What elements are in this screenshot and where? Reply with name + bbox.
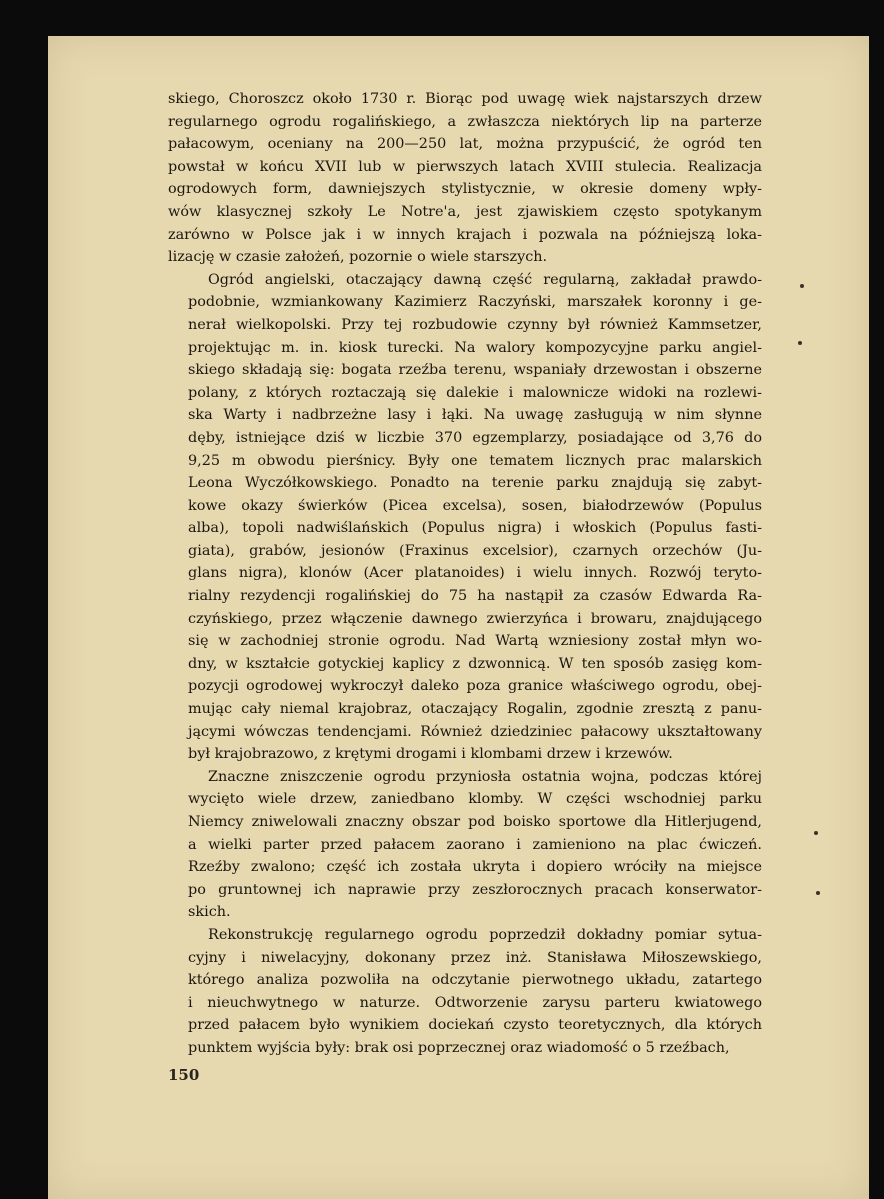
text-line: rialny rezydencji rogalińskiej do 75 ha nastąpił za czasów Edwarda Ra- (188, 588, 762, 605)
text-line: ska Warty i nadbrzeżne lasy i łąki. Na uwagę zasługują w nim słynne (188, 407, 762, 424)
text-line: lizację w czasie założeń, pozornie o wiele starszych. (168, 249, 548, 266)
text-line: glans nigra), klonów (Acer platanoides) i wielu innych. Rozwój teryto- (188, 565, 762, 582)
text-line: jącymi wówczas tendencjami. Również dziedziniec pałacowy ukształtowany (188, 723, 762, 740)
text-line: którego analiza pozwoliła na odczytanie pierwotnego układu, zatartego (188, 972, 762, 989)
text-line: przed pałacem było wynikiem dociekań czysto teoretycznych, dla których (188, 1017, 762, 1034)
book-page (48, 36, 869, 1199)
text-line: alba), topoli nadwiślańskich (Populus nigra) i włoskich (Populus fasti- (188, 520, 762, 537)
paragraph (168, 88, 762, 269)
scan-speck (800, 284, 804, 288)
page-number: 150 (168, 1066, 200, 1084)
text-line: był krajobrazowo, z krętymi drogami i klombami drzew i krzewów. (188, 746, 673, 763)
scan-speck (816, 891, 820, 895)
scan-speck (814, 831, 818, 835)
text-line: Rzeźby zwalono; część ich została ukryta i dopiero wróciły na miejsce (188, 859, 762, 876)
text-line: i nieuchwytnego w naturze. Odtworzenie zarysu parteru kwiatowego (188, 994, 762, 1011)
text-line: wycięto wiele drzew, zaniedbano klomby. W części wschodniej parku (188, 791, 762, 808)
text-line: dęby, istniejące dziś w liczbie 370 egzemplarzy, posiadające od 3,76 do (188, 429, 762, 446)
text-line: cyjny i niwelacyjny, dokonany przez inż. Stanisława Miłoszewskiego, (188, 949, 762, 966)
text-line: nerał wielkopolski. Przy tej rozbudowie czynny był również Kammsetzer, (188, 316, 762, 333)
body-text (168, 88, 762, 1060)
text-line: skiego składają się: bogata rzeźba terenu, wspaniały drzewostan i obszerne (188, 362, 762, 379)
text-line: giata), grabów, jesionów (Fraxinus excelsior), czarnych orzechów (Ju- (188, 542, 762, 559)
text-line: projektując m. in. kiosk turecki. Na walory kompozycyjne parku angiel- (188, 339, 762, 356)
text-line: po gruntownej ich naprawie przy zeszłorocznych pracach konserwator- (188, 881, 762, 898)
text-line: pozycji ogrodowej wykroczył daleko poza granice właściwego ogrodu, obej- (188, 678, 762, 695)
text-line: Niemcy zniwelowali znaczny obszar pod boisko sportowe dla Hitlerjugend, (188, 814, 762, 830)
text-line: czyńskiego, przez włączenie dawnego zwierzyńca i browaru, znajdującego (188, 610, 762, 627)
text-line: powstał w końcu XVII lub w pierwszych latach XVIII stulecia. Realizacja (168, 158, 762, 175)
text-line: Leona Wyczółkowskiego. Ponadto na terenie parku znajdują się zabyt- (188, 475, 762, 492)
text-line: się w zachodniej stronie ogrodu. Nad Wartą wzniesiony został młyn wo- (188, 633, 762, 650)
text-line: a wielki parter przed pałacem zaorano i zamieniono na plac ćwiczeń. (188, 836, 762, 853)
text-line: skiego, Choroszcz około 1730 r. Biorąc pod uwagę wiek najstarszych drzew (168, 91, 762, 107)
text-line: mując cały niemal krajobraz, otaczający Rogalin, zgodnie zresztą z panu- (188, 701, 762, 718)
text-line: ogrodowych form, dawniejszych stylistycznie, w okresie domeny wpły- (168, 181, 762, 198)
text-line: zarówno w Polsce jak i w innych krajach i pozwala na późniejszą loka- (168, 226, 762, 243)
text-line: skich. (188, 904, 231, 921)
scan-speck (798, 341, 802, 345)
text-line: kowe okazy świerków (Picea excelsa), sosen, białodrzewów (Populus (188, 497, 762, 514)
text-line: polany, z których roztaczają się dalekie i malownicze widoki na rozlewi- (188, 384, 762, 401)
text-line: Rekonstrukcję regularnego ogrodu poprzedził dokładny pomiar sytua- (208, 926, 762, 943)
paragraph (168, 766, 762, 924)
text-line: punktem wyjścia były: brak osi poprzecznej oraz wiadomość o 5 rzeźbach, (188, 1039, 730, 1056)
text-line: regularnego ogrodu rogalińskiego, a zwłaszcza niektórych lip na parterze (168, 113, 762, 130)
text-line: 9,25 m obwodu pierśnicy. Były one tematem licznych prac malarskich (188, 452, 762, 469)
paragraph (168, 269, 762, 766)
text-line: podobnie, wzmiankowany Kazimierz Raczyński, marszałek koronny i ge- (188, 294, 762, 311)
paragraph (168, 924, 762, 1060)
text-line: Znaczne zniszczenie ogrodu przyniosła ostatnia wojna, podczas której (208, 768, 762, 785)
text-line: wów klasycznej szkoły Le Notre'a, jest zjawiskiem często spotykanym (168, 203, 762, 220)
text-line: pałacowym, oceniany na 200—250 lat, można przypuścić, że ogród ten (168, 136, 762, 153)
text-line: dny, w kształcie gotyckiej kaplicy z dzwonnicą. W ten sposób zasięg kom- (188, 655, 762, 672)
text-line: Ogród angielski, otaczający dawną część regularną, zakładał prawdo- (208, 271, 762, 288)
